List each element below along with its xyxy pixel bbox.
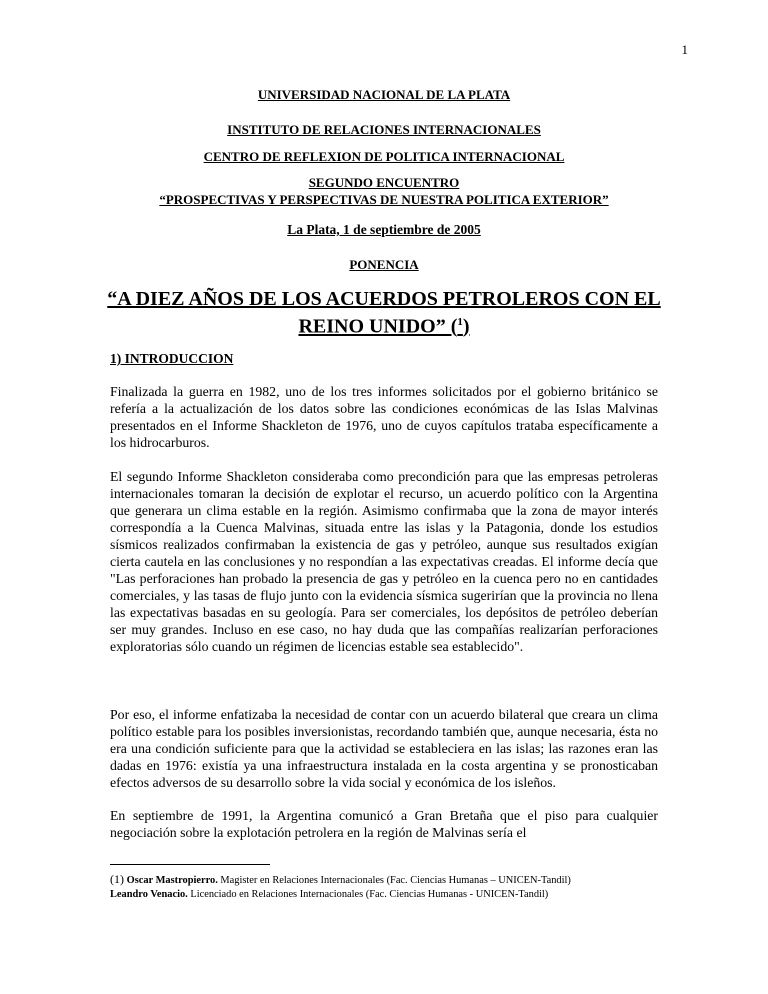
- header-doc-type: PONENCIA: [349, 257, 419, 272]
- page-number: 1: [681, 42, 688, 57]
- footnote-author-2-name: Leandro Venacio.: [110, 889, 188, 900]
- document-title: [90, 288, 678, 339]
- document-title-close: ): [462, 315, 470, 338]
- paragraph-3: Por eso, el informe enfatizaba la necesidad de contar con un acuerdo bilateral que creara un clima político estable para los posibles inversionistas, recordando también que, aunque necesaria, ésta no era una condición suficiente para que la actividad se estableciera en las islas; las razones eran las dadas en 1976: existía ya una infraestructura instalada en la costa argentina y se pronosticaban efectos adversos de su desarrollo sobre la vida social y económica de los isleños.: [110, 707, 658, 790]
- header-center: CENTRO DE REFLEXION DE POLITICA INTERNACIONAL: [203, 149, 565, 164]
- paragraph-2: El segundo Informe Shackleton consideraba como precondición para que las empresas petroleras internacionales tomaran la decisión de explotar el recurso, un acuerdo político con la Argentina que generara un clima estable en la región. Asimismo confirmaba que la zona de mayor interés correspondía a la Cuenca Malvinas, situada entre las islas y la Patagonia, donde los estudios sísmicos realizados confirmaban la existencia de gas y petróleo, aunque sus resultados exigían cierta cautela en las conclusiones y no respondían a las expectativas creadas. El informe decía que "Las perforaciones han probado la presencia de gas y petróleo en la cuenca pero no en cantidades comerciales, y las tasas de flujo junto con la evidencia sísmica sugerirían que la provincia no llena las expectativas basadas en su geología. Para ser comerciales, los depósitos de petróleo deberían ser muy grandes. Incluso en ese caso, no hay duda que las compañías realizarían perforaciones exploratorias sólo cuando un régimen de licencias estable sea establecido".: [110, 469, 658, 654]
- paragraph-4: En septiembre de 1991, la Argentina comunicó a Gran Bretaña que el piso para cualquier negociación sobre la explotación petrolera en la región de Malvinas sería el: [110, 808, 658, 840]
- footnote: [110, 872, 670, 902]
- header-place-date: La Plata, 1 de septiembre de 2005: [287, 222, 481, 237]
- footnote-author-1-name: Oscar Mastropierro.: [126, 875, 218, 886]
- footnote-marker: (1): [110, 872, 124, 886]
- header-university: UNIVERSIDAD NACIONAL DE LA PLATA: [257, 87, 511, 102]
- header-meeting-title: “PROSPECTIVAS Y PERSPECTIVAS DE NUESTRA POLITICA EXTERIOR”: [159, 192, 609, 207]
- header-institute: INSTITUTO DE RELACIONES INTERNACIONALES: [227, 122, 541, 137]
- header-meeting: SEGUNDO ENCUENTRO: [308, 175, 460, 190]
- title-footnote-ref: 1: [457, 316, 463, 328]
- paragraph-1: Finalizada la guerra en 1982, uno de los tres informes solicitados por el gobierno británico se refería a la actualización de los datos sobre las condiciones económicas de las Islas Malvinas presentados en el Informe Shackleton de 1976, uno de cuyos capítulos trataba específicamente a los hidrocarburos.: [110, 384, 658, 450]
- footnote-author-1-desc: Magister en Relaciones Internacionales (Fac. Ciencias Humanas – UNICEN-Tandil): [217, 875, 571, 886]
- section-heading: 1) INTRODUCCION: [110, 351, 234, 366]
- document-title-text: “A DIEZ AÑOS DE LOS ACUERDOS PETROLEROS CON EL REINO UNIDO” (: [107, 288, 661, 338]
- footnote-divider: [110, 864, 270, 865]
- footnote-author-2-desc: Licenciado en Relaciones Internacionales (Fac. Ciencias Humanas - UNICEN-Tandil): [187, 889, 549, 900]
